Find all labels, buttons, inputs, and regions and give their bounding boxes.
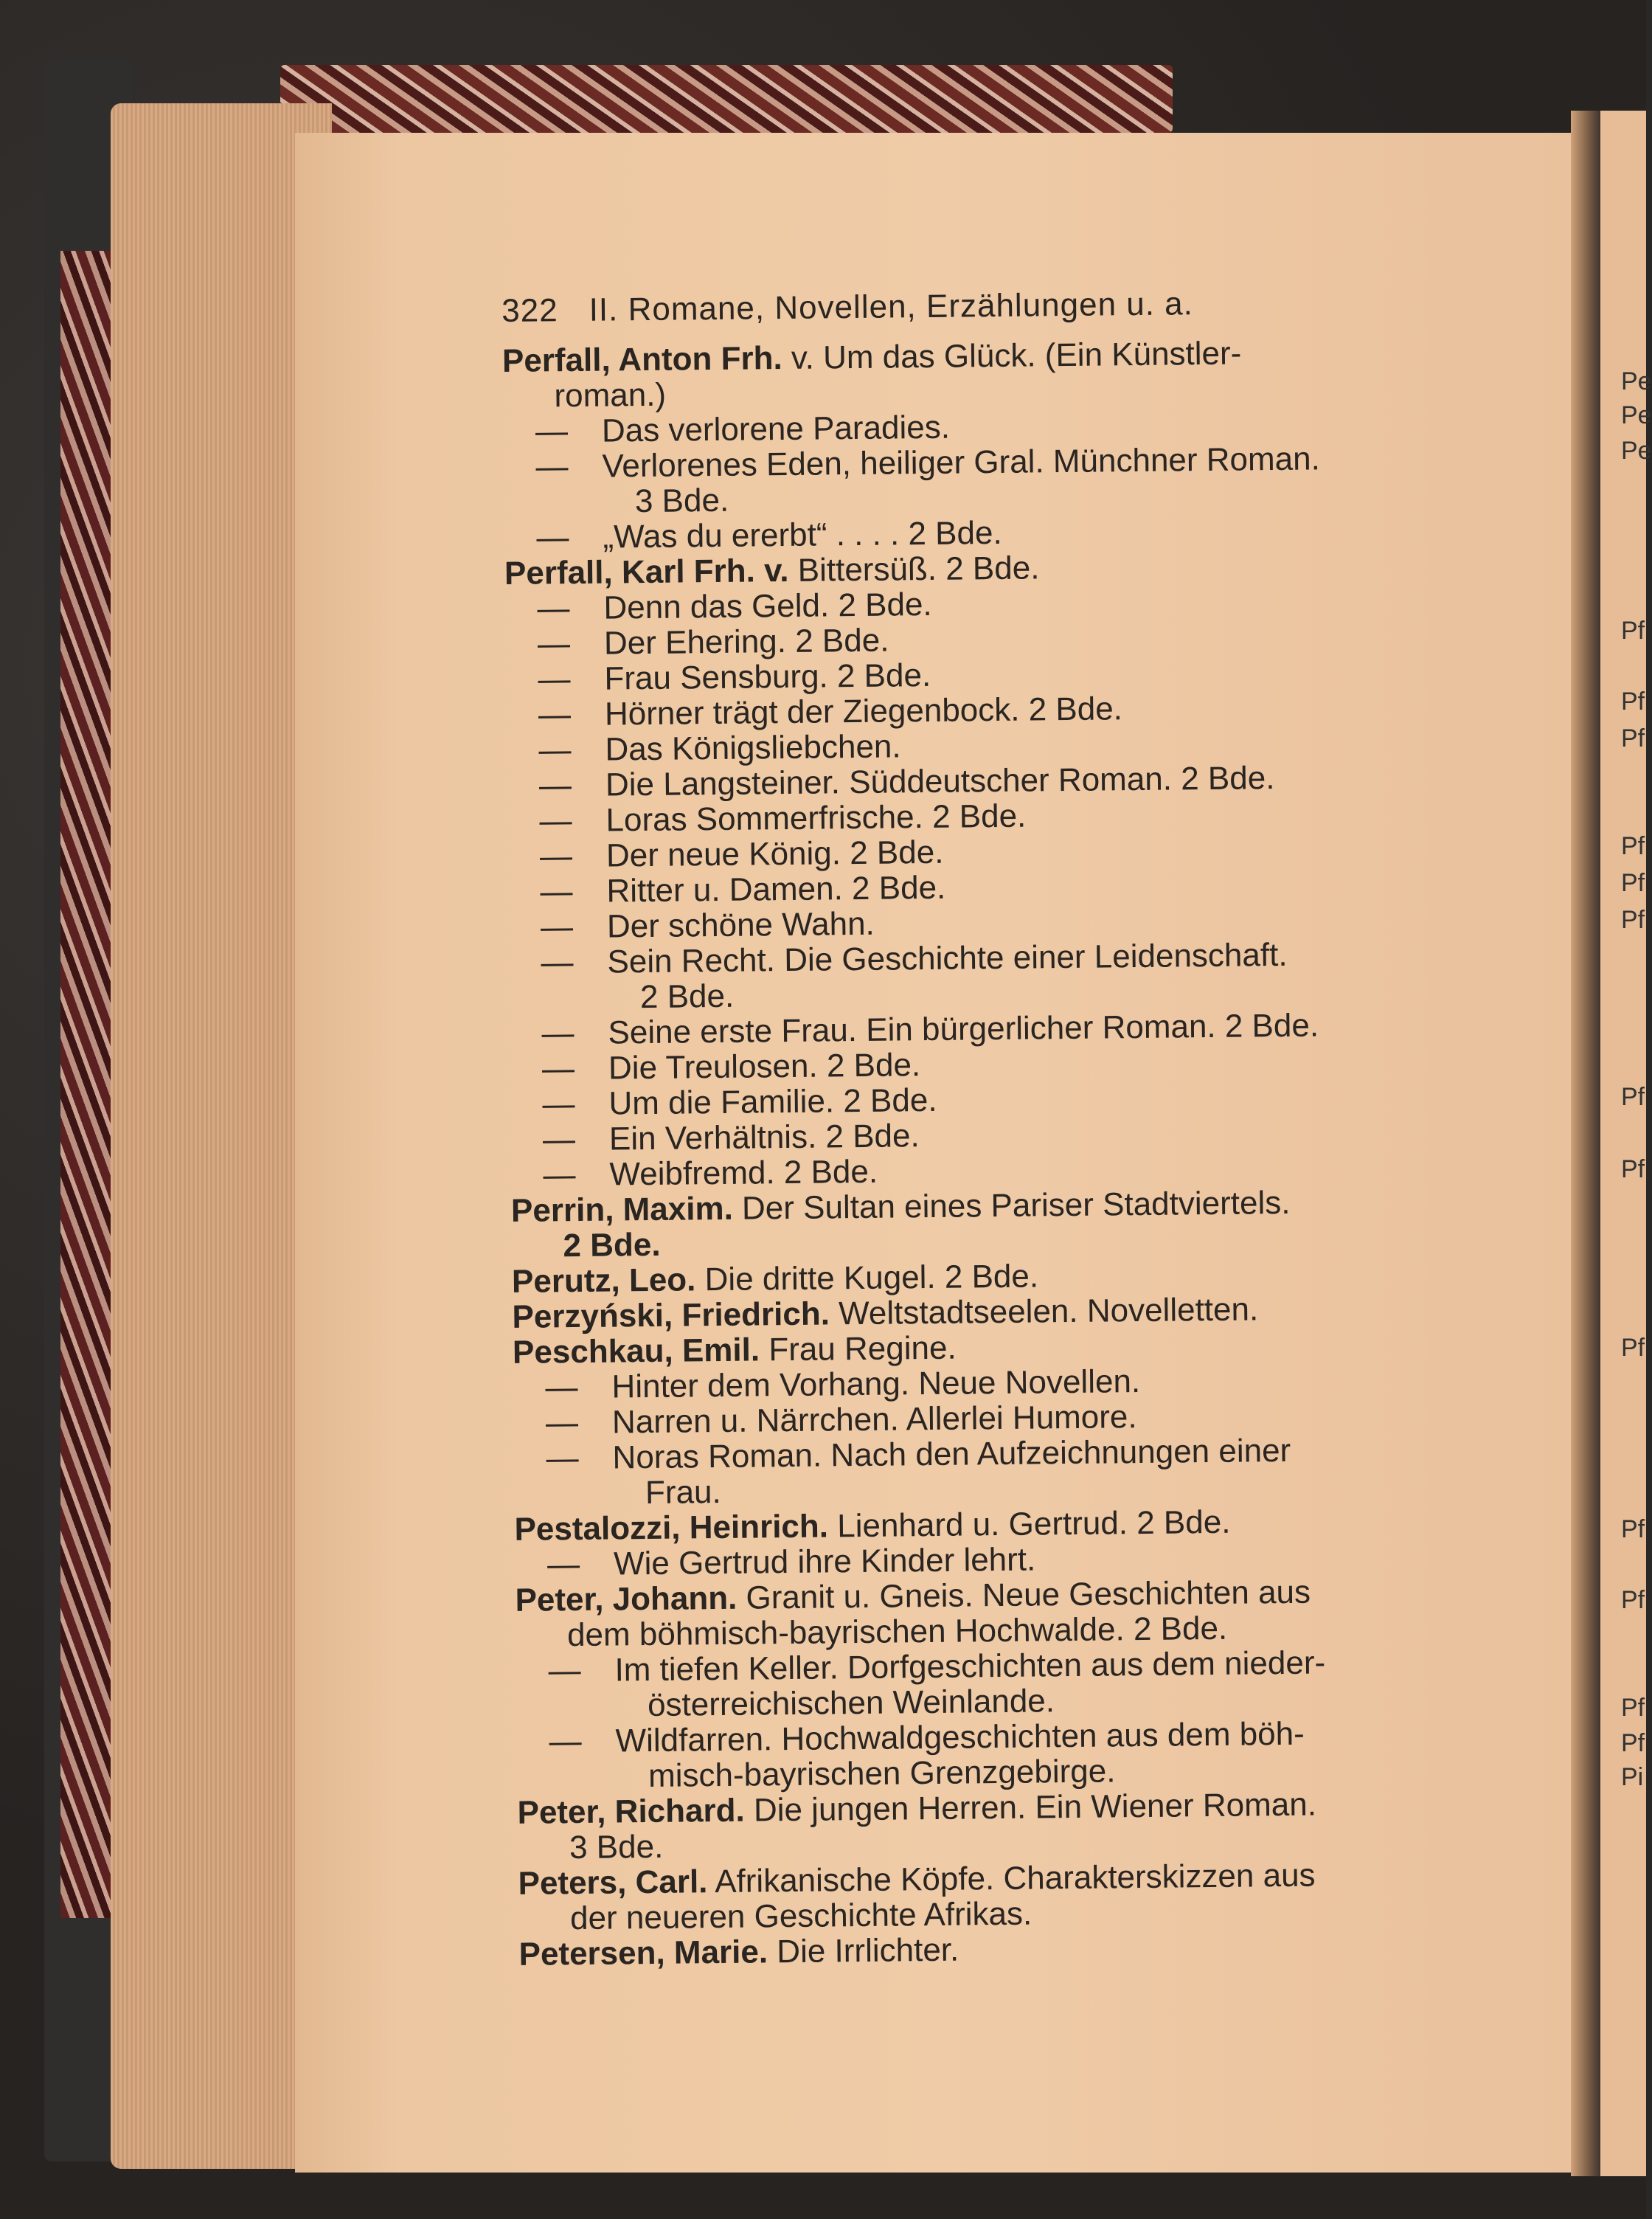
title-text: Das Königsliebchen. (605, 728, 901, 768)
margin-letter: Pe (1621, 437, 1652, 465)
margin-letter: Pf (1621, 688, 1645, 716)
facing-page-letters (1621, 0, 1651, 2219)
ditto-dash: — (541, 1050, 575, 1087)
title-text: Im tiefen Keller. Dorfgeschichten aus dem nieder- (614, 1644, 1326, 1689)
ditto-dash: — (543, 1157, 576, 1194)
marbled-edge-top (280, 65, 1173, 133)
title-text: Lienhard u. Gertrud. 2 Bde. (827, 1503, 1231, 1545)
margin-letter: Pe (1621, 367, 1652, 395)
entry-continuation: 2 Bde. (563, 1226, 661, 1264)
ditto-dash: — (546, 1439, 579, 1477)
author-name: Perfall, Karl Frh. v. (504, 552, 789, 592)
ditto-dash: — (539, 803, 572, 840)
title-text: Der schöne Wahn. (606, 905, 875, 945)
ditto-dash: — (538, 732, 572, 769)
title-text: Noras Roman. Nach den Aufzeichnungen einer (612, 1432, 1291, 1476)
ditto-dash: — (546, 1545, 580, 1583)
catalog-entry (518, 1856, 1507, 1937)
ditto-dash: — (535, 413, 569, 450)
title-text: Hinter dem Vorhang. Neue Novellen. (611, 1363, 1141, 1405)
margin-letter: Pf (1621, 617, 1645, 645)
entry-continuation: 3 Bde. (634, 482, 729, 520)
title-text: v. Um das Glück. (Ein Künstler- (782, 335, 1242, 377)
ditto-dash: — (548, 1652, 581, 1689)
title-text: Die dritte Kugel. 2 Bde. (695, 1258, 1039, 1298)
ditto-dash: — (542, 1121, 576, 1158)
entry-continuation: Frau. (645, 1473, 721, 1512)
margin-letter: Pf (1621, 869, 1645, 897)
author-name: Petersen, Marie. (518, 1934, 768, 1973)
title-text: Verlorenes Eden, heiliger Gral. Münchner Roman. (602, 440, 1321, 485)
title-text: Ritter u. Damen. 2 Bde. (606, 869, 946, 910)
title-text: Weibfremd. 2 Bde. (609, 1153, 878, 1193)
ditto-dash: — (536, 519, 569, 556)
title-text: Die Irrlichter. (767, 1931, 959, 1970)
marbled-edge-left (60, 251, 115, 1918)
margin-letter: Pf (1621, 832, 1645, 860)
ditto-dash: — (538, 696, 572, 733)
title-text: Die Treulosen. 2 Bde. (608, 1047, 921, 1087)
title-text: Wildfarren. Hochwaldgeschichten aus dem böh- (615, 1715, 1305, 1759)
title-text: Weltstadtseelen. Novelletten. (829, 1291, 1259, 1332)
catalog-entry (513, 1431, 1502, 1512)
title-text: Wie Gertrud ihre Kinder lehrt. (613, 1541, 1036, 1582)
title-text: Loras Sommerfrische. 2 Bde. (605, 797, 1027, 839)
title-text: Um die Familie. 2 Bde. (608, 1081, 937, 1122)
title-text: Afrikanische Köpfe. Charakterskizzen aus (707, 1857, 1316, 1900)
margin-letter: Pe (1621, 401, 1652, 429)
title-text: Hörner trägt der Ziegenbock. 2 Bde. (604, 690, 1123, 733)
title-text: Der Sultan eines Pariser Stadtviertels. (732, 1184, 1291, 1227)
title-text: Bittersüß. 2 Bde. (788, 550, 1040, 589)
author-name: Peter, Richard. (517, 1792, 745, 1831)
margin-letter: Pf (1621, 1515, 1645, 1543)
author-name: Perzyński, Friedrich. (512, 1295, 830, 1335)
entry-continuation: der neueren Geschichte Afrikas. (569, 1895, 1032, 1937)
ditto-dash: — (549, 1723, 582, 1760)
title-text: Ein Verhältnis. 2 Bde. (608, 1118, 920, 1157)
ditto-dash: — (537, 590, 570, 627)
title-text: Frau Regine. (759, 1329, 957, 1368)
title-text: Narren u. Närrchen. Allerlei Humore. (611, 1399, 1137, 1441)
ditto-dash: — (540, 873, 573, 910)
ditto-dash: — (540, 909, 574, 946)
author-name: Pestalozzi, Heinrich. (514, 1508, 829, 1548)
author-name: Peschkau, Emil. (512, 1332, 760, 1371)
ditto-dash: — (538, 661, 571, 698)
margin-letter: Pf (1621, 1083, 1645, 1111)
margin-letter: Pf (1621, 1729, 1645, 1757)
margin-letter: Pi (1621, 1763, 1644, 1791)
author-name: Perfall, Anton Frh. (502, 340, 782, 379)
ditto-dash: — (541, 1015, 575, 1052)
author-name: Perrin, Maxim. (510, 1190, 734, 1229)
margin-letter: Pf (1621, 906, 1645, 934)
book-gutter (1571, 111, 1600, 2176)
catalog-entry (503, 440, 1492, 521)
margin-letter: Pf (1621, 1155, 1645, 1183)
title-text: Die jungen Herren. Ein Wiener Roman. (744, 1786, 1317, 1829)
title-text: Der Ehering. 2 Bde. (603, 622, 889, 662)
title-text: Der neue König. 2 Bde. (605, 834, 944, 874)
title-text: Die Langsteiner. Süddeutscher Roman. 2 Bde. (605, 760, 1275, 803)
catalog-entries (502, 333, 1507, 1973)
author-name: Peter, Johann. (515, 1579, 738, 1619)
catalog-entry (516, 1644, 1504, 1725)
margin-letter: Pf (1621, 724, 1645, 752)
author-name: Perutz, Leo. (511, 1261, 696, 1300)
ditto-dash: — (541, 944, 574, 981)
page-text (502, 283, 1507, 1973)
title-text: Sein Recht. Die Geschichte einer Leidenschaft. (607, 936, 1288, 980)
entry-continuation: misch-bayrischen Grenzgebirge. (648, 1753, 1116, 1795)
entry-continuation: 2 Bde. (639, 977, 735, 1016)
catalog-entry (517, 1785, 1506, 1866)
ditto-dash: — (545, 1404, 579, 1441)
title-text: Granit u. Gneis. Neue Geschichten aus (737, 1574, 1311, 1616)
author-name: Peters, Carl. (518, 1863, 708, 1902)
margin-letter: Pf (1621, 1334, 1645, 1362)
title-text: Denn das Geld. 2 Bde. (603, 586, 932, 626)
page-number: 322 (501, 292, 558, 329)
title-text: Das verlorene Paradies. (601, 409, 951, 449)
catalog-entry (515, 1573, 1504, 1654)
ditto-dash: — (542, 1086, 575, 1123)
entry-continuation: dem böhmisch-bayrischen Hochwalde. 2 Bde. (566, 1610, 1228, 1654)
catalog-entry (516, 1714, 1505, 1796)
catalog-entry (511, 1183, 1500, 1264)
margin-letter: Pf (1621, 1586, 1645, 1614)
ditto-dash: — (545, 1368, 578, 1406)
title-text: „Was du ererbt“ . . . . 2 Bde. (603, 514, 1002, 555)
ditto-dash: — (538, 767, 572, 804)
catalog-entry (502, 333, 1491, 415)
entry-continuation: 3 Bde. (569, 1828, 664, 1866)
ditto-dash: — (535, 449, 569, 485)
section-heading: II. Romane, Novellen, Erzählungen u. a. (589, 285, 1194, 328)
ditto-dash: — (539, 838, 573, 875)
title-text: Seine erste Frau. Ein bürgerlicher Roman. 2 Bde. (608, 1007, 1319, 1051)
entry-continuation: österreichischen Weinlande. (647, 1683, 1055, 1724)
margin-letter: Pf (1621, 1694, 1645, 1722)
catalog-entry (508, 935, 1497, 1017)
title-text: Frau Sensburg. 2 Bde. (604, 657, 931, 697)
ditto-dash: — (537, 626, 571, 662)
entry-continuation: roman.) (554, 376, 667, 415)
